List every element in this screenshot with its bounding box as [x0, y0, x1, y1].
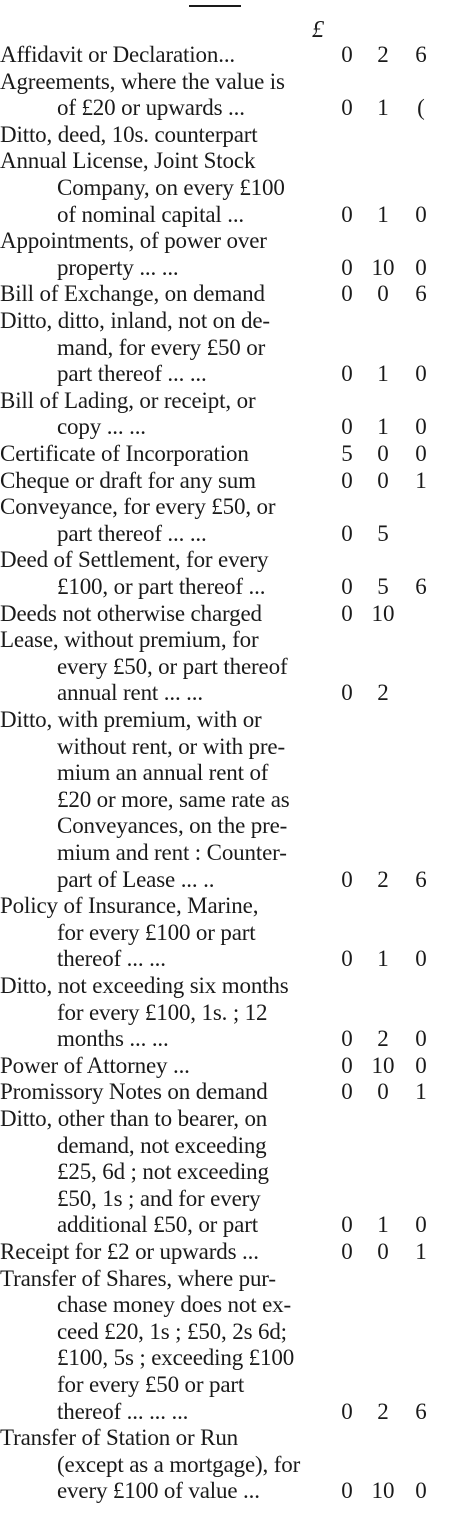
- entry-title: Deeds not otherwise charged: [0, 600, 262, 626]
- entry-title: Receipt for £2 or upwards ...: [0, 1239, 259, 1264]
- amount-pounds: 0: [341, 201, 353, 227]
- amount-shillings: 2: [377, 680, 389, 706]
- amount-pence: 1: [415, 467, 427, 493]
- amount-pounds: 0: [341, 866, 353, 892]
- entry-continuation: chase money does not ex-: [57, 1292, 291, 1318]
- amount-shillings: 0: [377, 1079, 389, 1105]
- amount-pence: 6: [415, 281, 427, 307]
- entry-title: Bill of Exchange, on demand: [0, 281, 265, 307]
- amount-pounds: 0: [341, 281, 353, 307]
- entry-title: Conveyance, for every £50, or: [0, 494, 276, 520]
- amount-pence: 0: [415, 1212, 427, 1238]
- entry-title: Bill of Lading, or receipt, or: [0, 387, 256, 413]
- entry-continuation: thereof ... ... ...: [57, 1398, 189, 1424]
- entry-title: Appointments, of power over: [0, 228, 267, 254]
- amount-pounds: 0: [341, 1079, 353, 1105]
- entry-continuation: every £100 of value ...: [57, 1478, 260, 1504]
- amount-shillings: 10: [371, 600, 395, 626]
- entry-continuation: mium an annual rent of: [57, 760, 269, 786]
- amount-pounds: 0: [341, 680, 353, 706]
- entry-continuation: £25, 6d ; not exceeding: [57, 1159, 269, 1185]
- amount-pounds: 0: [341, 1478, 353, 1504]
- entry-continuation: mand, for every £50 or: [57, 334, 266, 360]
- entry-title: Policy of Insurance, Marine,: [0, 893, 259, 919]
- amount-pounds: 5: [341, 441, 353, 466]
- entry-continuation: thereof ... ...: [57, 946, 166, 972]
- amount-shillings: 5: [377, 520, 389, 546]
- amount-pounds: 0: [341, 520, 353, 546]
- entry-continuation: additional £50, or part: [57, 1212, 258, 1238]
- entry-title: Ditto, other than to bearer, on: [0, 1106, 268, 1131]
- entry-title: Ditto, with premium, with or: [0, 707, 262, 732]
- amount-pence: 6: [415, 866, 427, 892]
- entry-title: Transfer of Station or Run: [0, 1425, 239, 1451]
- amount-shillings: 2: [377, 1026, 389, 1052]
- amount-shillings: 2: [377, 1398, 389, 1424]
- entry-title: Ditto, not exceeding six months: [0, 973, 289, 998]
- entry-continuation: mium and rent : Counter-: [57, 840, 287, 865]
- entry-continuation: ceed £20, 1s ; £50, 2s 6d;: [57, 1318, 287, 1344]
- entry-continuation: for every £100, 1s. ; 12: [57, 999, 268, 1025]
- entry-continuation: Conveyances, on the pre-: [57, 813, 288, 839]
- entry-continuation: of nominal capital ...: [57, 201, 245, 227]
- entry-continuation: property ... ...: [57, 254, 179, 280]
- entry-title: Affidavit or Declaration...: [0, 42, 236, 67]
- entry-continuation: £20 or more, same rate as: [57, 786, 290, 812]
- amount-shillings: 10: [371, 1052, 395, 1078]
- amount-shillings: 1: [377, 361, 389, 387]
- amount-pounds: 0: [341, 361, 353, 387]
- amount-pence: (: [417, 95, 425, 121]
- entry-continuation: without rent, or with pre-: [57, 733, 285, 759]
- amount-shillings: 0: [377, 441, 389, 466]
- amount-pounds: 0: [341, 1052, 353, 1078]
- amount-shillings: 1: [377, 414, 389, 440]
- entry-continuation: demand, not exceeding: [57, 1132, 267, 1158]
- entry-title: Power of Attorney ...: [0, 1052, 190, 1078]
- entry-continuation: part thereof ... ...: [57, 361, 207, 387]
- amount-pence: 0: [415, 441, 427, 466]
- entry-title: Annual License, Joint Stock: [0, 148, 256, 174]
- entry-continuation: part of Lease ... ..: [57, 866, 215, 892]
- amount-shillings: 1: [377, 201, 389, 227]
- entry-continuation: copy ... ...: [57, 414, 146, 440]
- amount-pounds: 0: [341, 414, 353, 440]
- amount-pence: 0: [415, 946, 427, 972]
- entry-continuation: (except as a mortgage), for: [57, 1451, 301, 1477]
- amount-pounds: 0: [341, 600, 353, 626]
- amount-shillings: 1: [377, 946, 389, 972]
- amount-pence: 1: [415, 1239, 427, 1264]
- amount-shillings: 0: [377, 281, 389, 307]
- entry-title: Deed of Settlement, for every: [0, 547, 269, 573]
- amount-pounds: 0: [341, 254, 353, 280]
- amount-pounds: 0: [341, 467, 353, 493]
- entry-continuation: £100, or part thereof ...: [57, 574, 266, 599]
- amount-pence: 1: [415, 1079, 427, 1105]
- currency-header: £: [312, 17, 324, 43]
- entry-title: Lease, without premium, for: [0, 627, 259, 653]
- entry-title: Ditto, deed, 10s. counterpart: [0, 121, 258, 147]
- amount-pence: 0: [415, 361, 427, 387]
- amount-pence: 0: [415, 1052, 427, 1078]
- amount-pence: 0: [415, 201, 427, 227]
- amount-pounds: 0: [341, 1026, 353, 1052]
- entry-continuation: £100, 5s ; exceeding £100: [57, 1345, 295, 1371]
- amount-pounds: 0: [341, 946, 353, 972]
- amount-pence: 0: [415, 254, 427, 280]
- amount-pence: 0: [415, 414, 427, 440]
- amount-shillings: 10: [371, 1478, 395, 1504]
- amount-pounds: 0: [341, 1398, 353, 1424]
- amount-pence: 6: [415, 1398, 427, 1424]
- entry-continuation: part thereof ... ...: [57, 520, 207, 546]
- amount-pounds: 0: [341, 42, 353, 67]
- entry-title: Agreements, where the value is: [0, 68, 285, 94]
- amount-pence: 0: [415, 1478, 427, 1504]
- amount-pounds: 0: [341, 1212, 353, 1238]
- entry-continuation: for every £50 or part: [57, 1372, 245, 1397]
- amount-pounds: 0: [341, 1239, 353, 1264]
- entry-title: Certificate of Incorporation: [0, 441, 249, 466]
- entry-continuation: of £20 or upwards ...: [57, 95, 245, 121]
- amount-pence: 6: [415, 574, 427, 599]
- entry-continuation: every £50, or part thereof: [57, 653, 288, 679]
- amount-shillings: 0: [377, 467, 389, 493]
- entry-continuation: annual rent ... ...: [57, 680, 203, 706]
- amount-shillings: 5: [377, 574, 389, 599]
- entry-title: Cheque or draft for any sum: [0, 467, 256, 493]
- amount-shillings: 1: [377, 95, 389, 121]
- amount-pounds: 0: [341, 95, 353, 121]
- entry-continuation: £50, 1s ; and for every: [57, 1185, 261, 1211]
- amount-shillings: 10: [371, 254, 395, 280]
- amount-pence: 0: [415, 1026, 427, 1052]
- entry-continuation: for every £100 or part: [57, 919, 256, 945]
- entry-title: Transfer of Shares, where pur-: [0, 1265, 276, 1291]
- amount-shillings: 0: [377, 1239, 389, 1264]
- top-rule: [189, 5, 241, 7]
- amount-pounds: 0: [341, 574, 353, 599]
- amount-shillings: 2: [377, 866, 389, 892]
- amount-pence: 6: [415, 42, 427, 67]
- amount-shillings: 2: [377, 42, 389, 67]
- entry-title: Promissory Notes on demand: [0, 1079, 268, 1105]
- entry-title: Ditto, ditto, inland, not on de-: [0, 308, 270, 333]
- entry-continuation: months ... ...: [57, 1026, 169, 1052]
- entry-continuation: Company, on every £100: [57, 175, 285, 200]
- amount-shillings: 1: [377, 1212, 389, 1238]
